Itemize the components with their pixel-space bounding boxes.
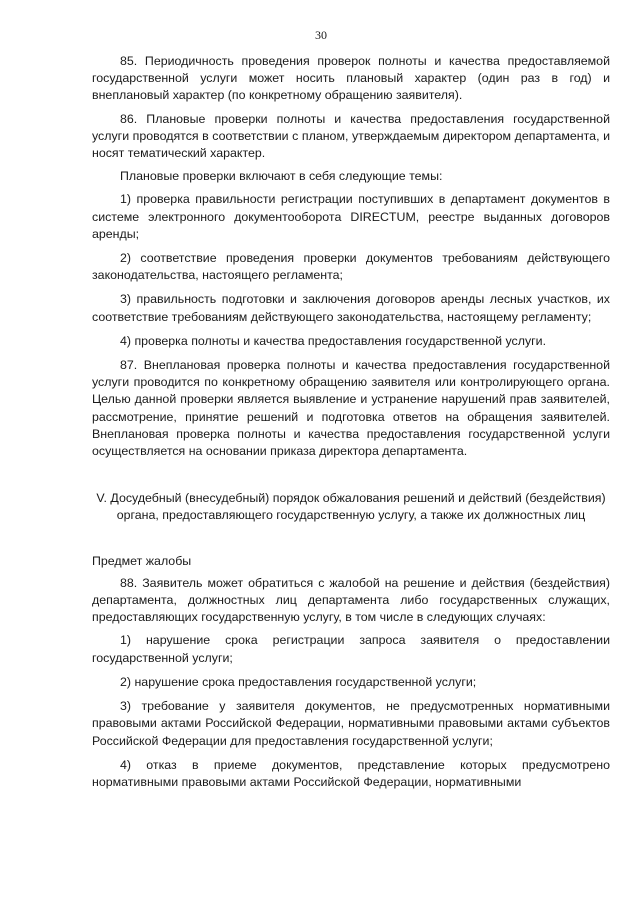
paragraph-topics-intro: Плановые проверки включают в себя следующие темы: <box>120 169 443 184</box>
subject-heading: Предмет жалобы <box>92 553 192 568</box>
topic-item-1: 1) проверка правильности регистрации поступивших в департамент документов в системе электронного документооборота DIRECTUM, реестре выданных договоров аренды; <box>92 192 610 241</box>
paragraph-88: 88. Заявитель может обратиться с жалобой на решение и действия (бездействия) департамента, должностных лиц департамента либо государственных служащих, предоставляющих государственную услугу, в том числе в следующих случаях: <box>92 575 610 625</box>
case-item-2: 2) нарушение срока предоставления государственной услуги; <box>120 674 477 689</box>
document-body <box>92 53 610 791</box>
topic-item-2: 2) соответствие проведения проверки документов требованиям действующего законодательства, настоящего регламента; <box>92 251 610 283</box>
case-item-1: 1) нарушение срока регистрации запроса заявителя о предоставлении государственной услуги; <box>92 633 610 665</box>
page-number: 30 <box>315 28 327 42</box>
paragraph-86: 86. Плановые проверки полноты и качества предоставления государственной услуги проводятся в соответствии с планом, утверждаемым директором департамента, и носят тематический характер. <box>92 111 610 161</box>
case-item-4: 4) отказ в приеме документов, представление которых предусмотрено нормативными правовыми актами Российской Федерации, нормативными <box>92 757 610 789</box>
case-item-3: 3) требование у заявителя документов, не предусмотренных нормативными правовыми актами Российской Федерации, нормативными правовыми актами субъектов Российской Федерации для предоставления государственной услуги; <box>92 699 610 748</box>
paragraph-87: 87. Внеплановая проверка полноты и качества предоставления государственной услуги проводится по конкретному обращению заявителя или контролирующего органа. Целью данной проверки является выявление и устранение нарушений прав заявителей, рассмотрение, принятие решений и подготовка ответов на обращения заявителей. Внеплановая проверка полноты и качества предоставления государственной услуги осуществляется на основании приказа директора департамента. <box>92 358 610 459</box>
section-title: V. Досудебный (внесудебный) порядок обжалования решений и действий (бездействия) органа, предоставляющего государственную услугу, а также их должностных лиц <box>96 491 606 523</box>
topic-item-4: 4) проверка полноты и качества предоставления государственной услуги. <box>120 333 547 348</box>
topic-item-3: 3) правильность подготовки и заключения договоров аренды лесных участков, их соответствие требованиям действующего законодательства, настоящему регламенту; <box>92 292 610 324</box>
paragraph-85: 85. Периодичность проведения проверок полноты и качества предоставляемой государственной услуги может носить плановый характер (один раз в год) и внеплановый характер (по конкретному обращению заявителя). <box>92 54 610 103</box>
